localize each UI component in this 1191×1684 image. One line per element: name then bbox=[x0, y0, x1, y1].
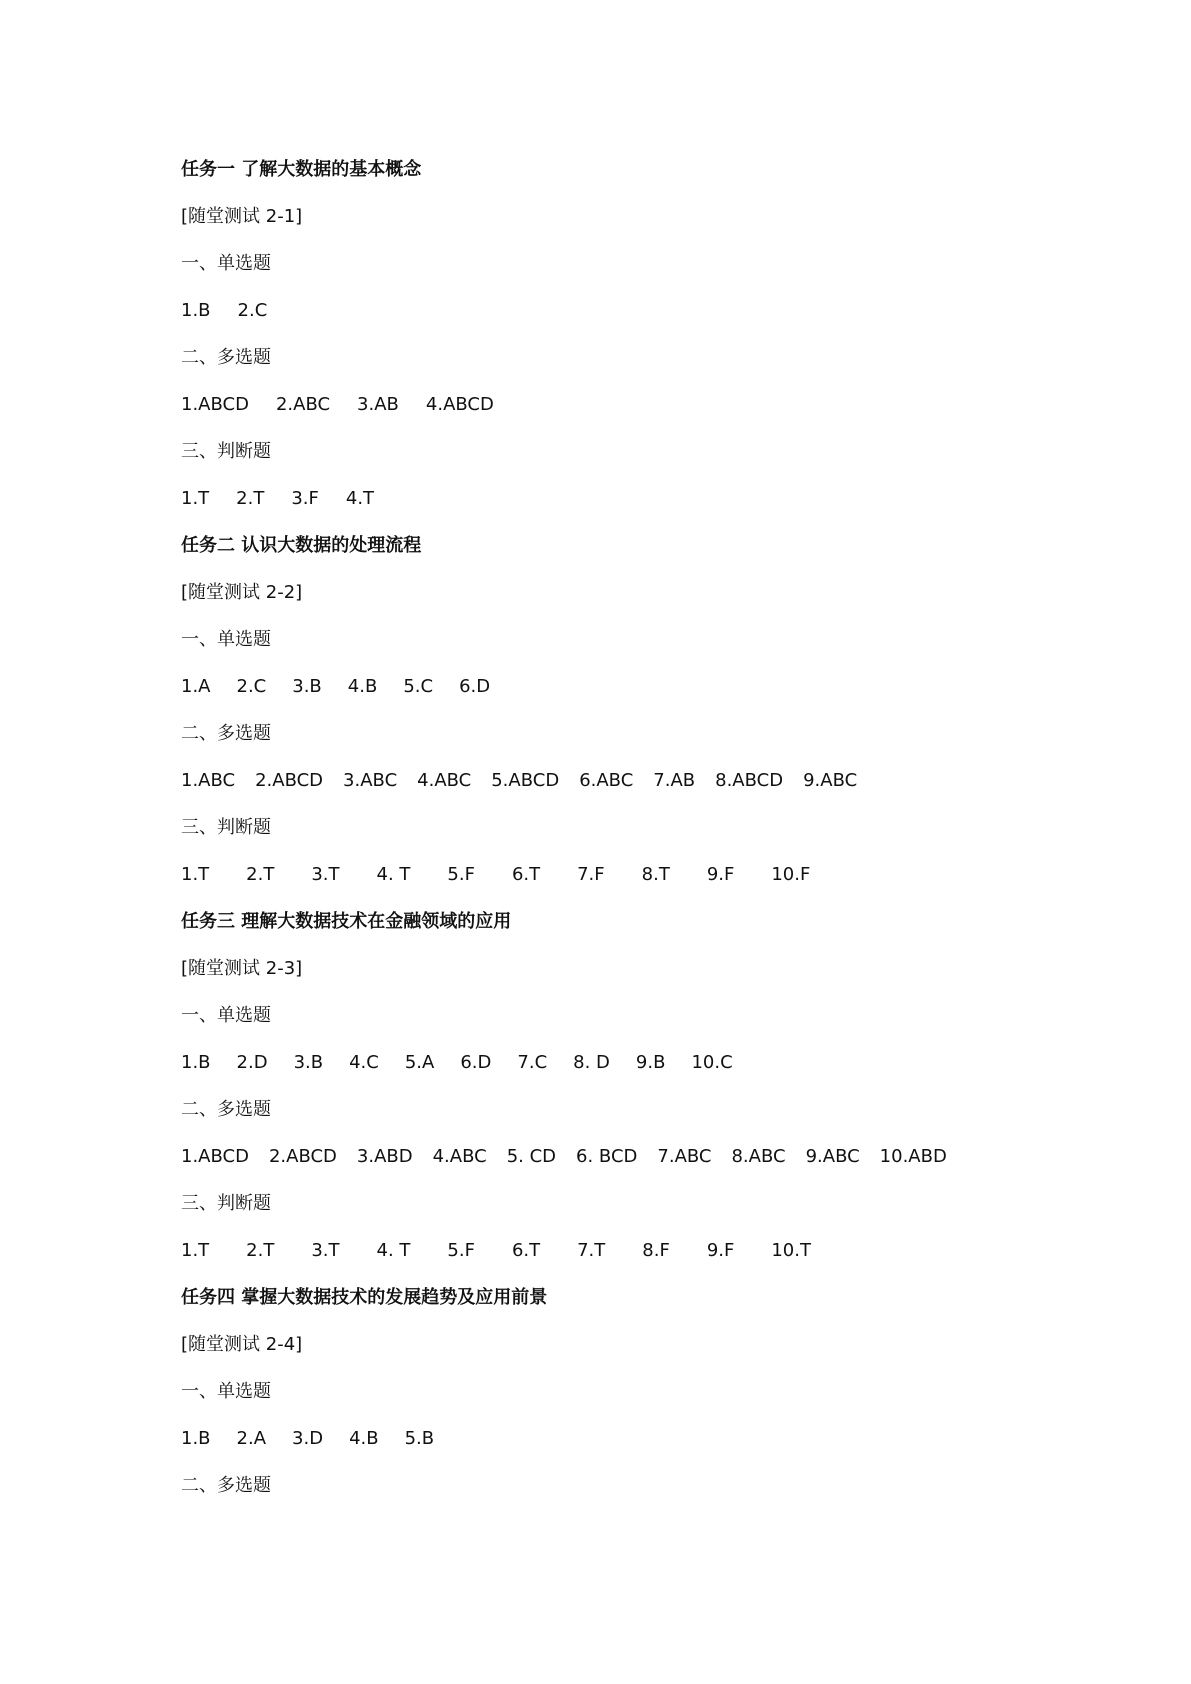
answer-item: 3.D bbox=[292, 1428, 324, 1449]
multiple-choice-answers bbox=[181, 1144, 1081, 1191]
quiz-label: [随堂测试 2-1] bbox=[181, 206, 303, 227]
answer-item: 4.ABC bbox=[417, 770, 472, 791]
answer-key-page bbox=[181, 157, 1081, 1520]
answer-item: 2.T bbox=[246, 864, 275, 885]
answer-item: 1.ABCD bbox=[181, 394, 249, 415]
answer-item: 5.F bbox=[447, 864, 475, 885]
answer-item: 1.T bbox=[181, 1240, 210, 1261]
single-choice-answers bbox=[181, 1426, 1081, 1473]
multiple-choice-heading: 二、多选题 bbox=[181, 1475, 271, 1496]
answer-item: 5.A bbox=[404, 1052, 435, 1073]
answer-item: 10.ABD bbox=[879, 1146, 947, 1167]
answer-item: 6.ABC bbox=[579, 770, 634, 791]
answer-item: 7.ABC bbox=[657, 1146, 712, 1167]
answer-item: 4.ABC bbox=[432, 1146, 487, 1167]
answer-item: 5.B bbox=[404, 1428, 435, 1449]
answer-item: 3.T bbox=[311, 1240, 340, 1261]
answer-item: 5.F bbox=[447, 1240, 475, 1261]
answer-item: 3.T bbox=[311, 864, 340, 885]
answer-item: 8. D bbox=[573, 1052, 610, 1073]
single-choice-heading: 一、单选题 bbox=[181, 253, 271, 274]
multiple-choice-heading: 二、多选题 bbox=[181, 1099, 271, 1120]
answer-item: 2.T bbox=[246, 1240, 275, 1261]
multiple-choice-answers bbox=[181, 768, 1081, 815]
answer-item: 7.AB bbox=[653, 770, 696, 791]
answer-item: 3.B bbox=[293, 1052, 324, 1073]
answer-item: 1.B bbox=[181, 1052, 211, 1073]
answer-item: 6.T bbox=[511, 864, 541, 885]
answer-item: 2.T bbox=[236, 488, 265, 509]
answer-item: 8.ABC bbox=[731, 1146, 786, 1167]
answer-item: 7.T bbox=[577, 1240, 606, 1261]
section-title: 任务三 理解大数据技术在金融领域的应用 bbox=[181, 911, 512, 932]
answer-item: 3.B bbox=[292, 676, 322, 697]
answer-item: 3.ABD bbox=[356, 1146, 413, 1167]
answer-item: 4.B bbox=[349, 1428, 379, 1449]
single-choice-heading: 一、单选题 bbox=[181, 1381, 271, 1402]
true-false-heading: 三、判断题 bbox=[181, 441, 271, 462]
true-false-answers bbox=[181, 486, 1081, 533]
true-false-answers bbox=[181, 862, 1081, 909]
answer-item: 4. T bbox=[376, 864, 411, 885]
answer-item: 9.ABC bbox=[803, 770, 858, 791]
section-title: 任务四 掌握大数据技术的发展趋势及应用前景 bbox=[181, 1287, 548, 1308]
answer-item: 8.F bbox=[642, 1240, 670, 1261]
single-choice-answers bbox=[181, 1050, 1081, 1097]
multiple-choice-heading: 二、多选题 bbox=[181, 723, 271, 744]
answer-item: 6.T bbox=[511, 1240, 541, 1261]
answer-item: 9.B bbox=[635, 1052, 666, 1073]
answer-item: 2.ABCD bbox=[255, 770, 324, 791]
true-false-heading: 三、判断题 bbox=[181, 817, 271, 838]
answer-item: 5.C bbox=[403, 676, 434, 697]
section-title: 任务二 认识大数据的处理流程 bbox=[181, 535, 422, 556]
answer-item: 1.B bbox=[181, 300, 211, 321]
answer-item: 1.T bbox=[181, 864, 210, 885]
quiz-label: [随堂测试 2-3] bbox=[181, 958, 303, 979]
answer-item: 4. T bbox=[376, 1240, 411, 1261]
answer-item: 4.C bbox=[349, 1052, 379, 1073]
answer-item: 4.B bbox=[347, 676, 378, 697]
answer-item: 2.C bbox=[237, 300, 268, 321]
answer-item: 3.AB bbox=[357, 394, 399, 415]
answer-item: 2.ABC bbox=[275, 394, 331, 415]
answer-item: 5.ABCD bbox=[491, 770, 560, 791]
answer-item: 5. CD bbox=[506, 1146, 557, 1167]
answer-item: 2.D bbox=[236, 1052, 268, 1073]
answer-item: 1.ABC bbox=[181, 770, 236, 791]
answer-item: 1.A bbox=[181, 676, 211, 697]
answer-item: 7.C bbox=[517, 1052, 548, 1073]
single-choice-answers bbox=[181, 674, 1081, 721]
single-choice-heading: 一、单选题 bbox=[181, 1005, 271, 1026]
answer-item: 3.ABC bbox=[343, 770, 398, 791]
answer-item: 4.T bbox=[345, 488, 375, 509]
answer-item: 1.ABCD bbox=[181, 1146, 249, 1167]
answer-item: 4.ABCD bbox=[425, 394, 494, 415]
answer-item: 2.A bbox=[236, 1428, 267, 1449]
answer-item: 10.F bbox=[771, 864, 811, 885]
answer-item: 8.ABCD bbox=[715, 770, 784, 791]
answer-item: 8.T bbox=[641, 864, 670, 885]
true-false-answers bbox=[181, 1238, 1081, 1285]
answer-item: 6.D bbox=[460, 1052, 492, 1073]
answer-item: 10.T bbox=[771, 1240, 811, 1261]
answer-item: 9.F bbox=[706, 1240, 735, 1261]
multiple-choice-answers bbox=[181, 392, 1081, 439]
multiple-choice-heading: 二、多选题 bbox=[181, 347, 271, 368]
answer-item: 3.F bbox=[291, 488, 319, 509]
true-false-heading: 三、判断题 bbox=[181, 1193, 271, 1214]
quiz-label: [随堂测试 2-4] bbox=[181, 1334, 303, 1355]
answer-item: 9.ABC bbox=[805, 1146, 860, 1167]
answer-item: 6.D bbox=[459, 676, 491, 697]
single-choice-answers bbox=[181, 298, 1081, 345]
answer-item: 9.F bbox=[706, 864, 735, 885]
answer-item: 1.T bbox=[181, 488, 210, 509]
answer-item: 10.C bbox=[691, 1052, 733, 1073]
section-title: 任务一 了解大数据的基本概念 bbox=[181, 159, 422, 180]
answer-item: 6. BCD bbox=[576, 1146, 638, 1167]
answer-item: 7.F bbox=[577, 864, 605, 885]
answer-item: 2.C bbox=[236, 676, 267, 697]
answer-item: 2.ABCD bbox=[268, 1146, 337, 1167]
answer-item: 1.B bbox=[181, 1428, 211, 1449]
single-choice-heading: 一、单选题 bbox=[181, 629, 271, 650]
quiz-label: [随堂测试 2-2] bbox=[181, 582, 303, 603]
